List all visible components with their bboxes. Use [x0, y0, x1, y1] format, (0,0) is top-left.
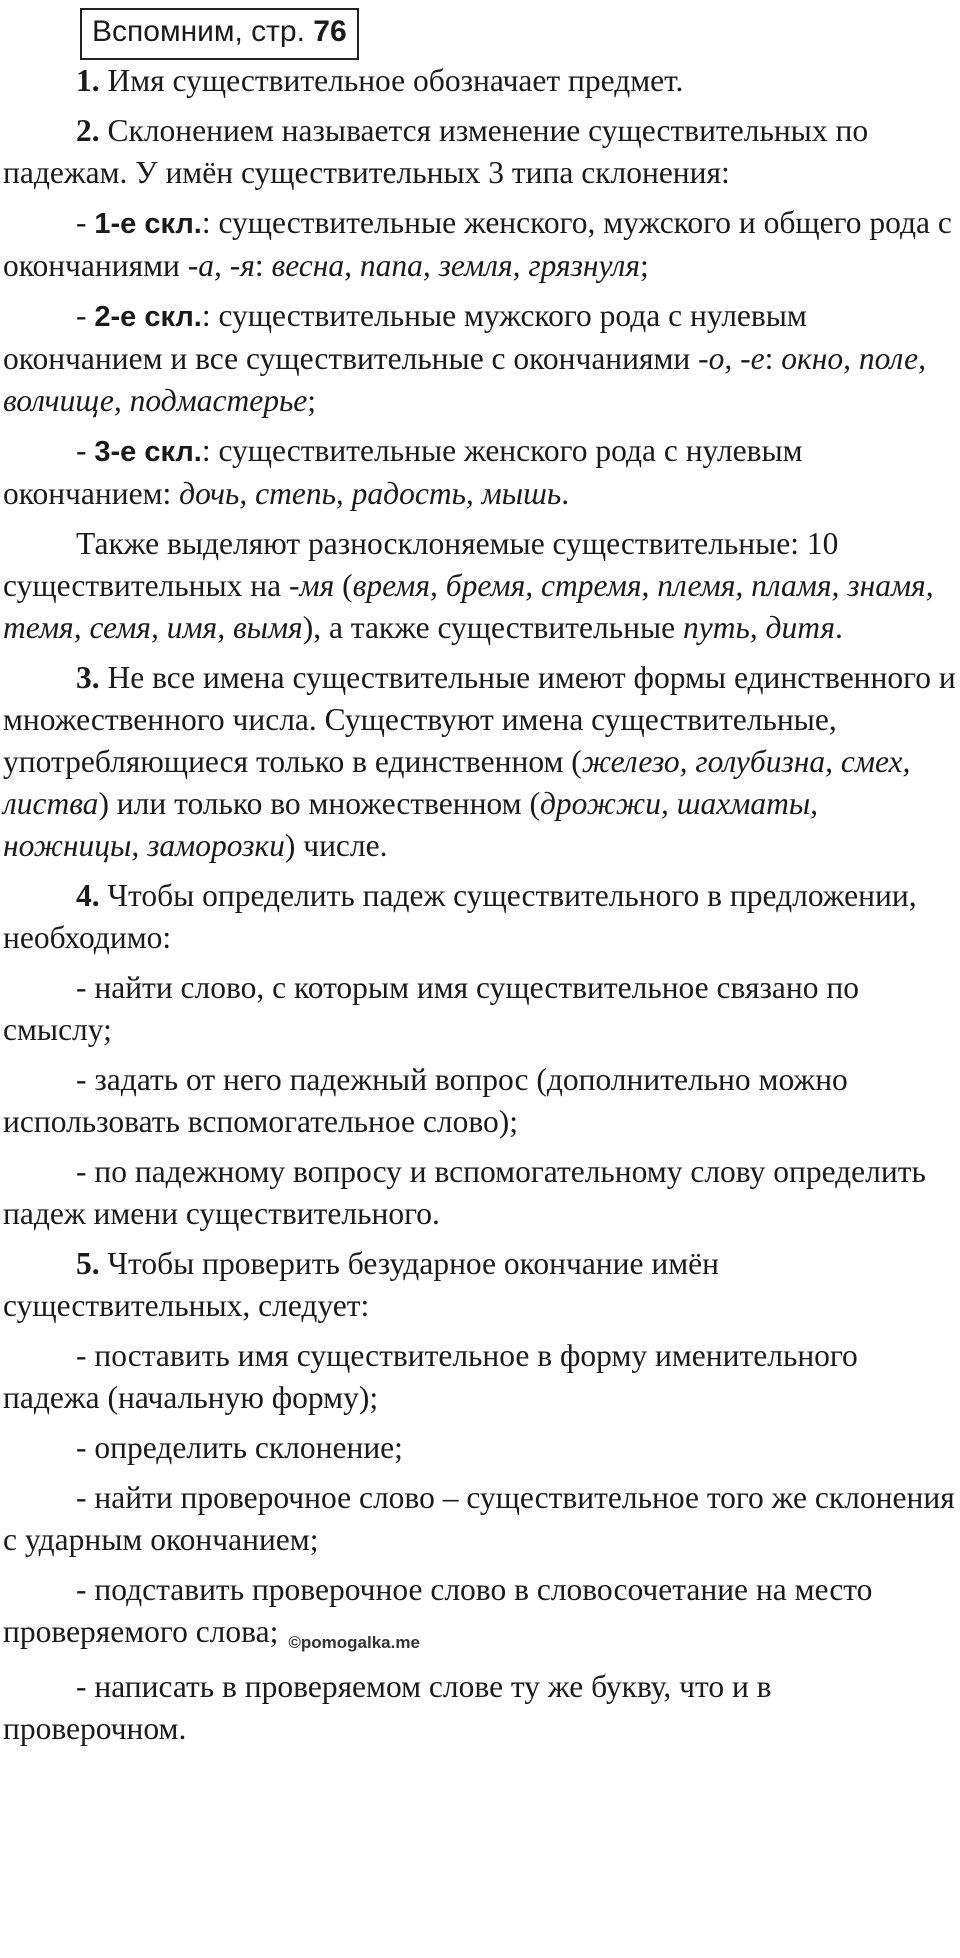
- text-segment: дрожжи, шахматы, ножницы, заморозки: [3, 786, 819, 863]
- text-segment: Склонением называется изменение существительных по падежам. У имён существительных 3 типа склонения:: [3, 113, 869, 190]
- header-label: Вспомним, стр.: [92, 15, 305, 48]
- text-segment: -: [76, 205, 95, 240]
- text-segment: : существительные мужского рода с нулевым окончанием и все существительные с окончаниями: [3, 298, 807, 376]
- text-segment: ) или только во множественном (: [98, 786, 540, 821]
- text-segment: :: [764, 341, 782, 376]
- text-content: [3, 60, 960, 1750]
- text-segment: -: [76, 433, 95, 468]
- text-segment: Чтобы определить падеж существительного в предложении, необходимо:: [3, 878, 917, 955]
- text-segment: дочь, степь, радость, мышь: [179, 476, 562, 511]
- paragraph: [3, 1427, 960, 1469]
- paragraph: [3, 875, 960, 959]
- text-segment: .: [835, 610, 843, 645]
- item-number: 2.: [76, 113, 100, 148]
- paragraph: [3, 295, 960, 422]
- text-segment: : существительные женского рода с нулевым окончанием:: [3, 433, 803, 511]
- paragraph: [3, 967, 960, 1051]
- text-segment: - найти проверочное слово – существительное того же склонения с ударным окончанием;: [3, 1480, 955, 1557]
- paragraph: [3, 1059, 960, 1143]
- paragraph: [3, 1151, 960, 1235]
- paragraph: [3, 1666, 960, 1750]
- text-segment: путь, дитя: [682, 610, 835, 645]
- text-segment: -: [76, 298, 95, 333]
- text-segment: ;: [307, 383, 317, 418]
- watermark: ©pomogalka.me: [288, 1633, 420, 1652]
- item-number: 5.: [76, 1246, 100, 1281]
- text-segment: - написать в проверяемом слове ту же букву, что и в проверочном.: [3, 1669, 772, 1746]
- text-segment: Также выделяют разносклоняемые существительные: 10 существительных на: [3, 526, 839, 603]
- paragraph: [3, 110, 960, 194]
- text-segment: ;: [640, 248, 649, 283]
- paragraph: [3, 1477, 960, 1561]
- text-segment: (: [334, 568, 353, 603]
- text-segment: Имя существительное обозначает предмет.: [99, 63, 684, 98]
- text-segment: время, бремя, стремя, племя, пламя, знамя, темя, семя, имя, вымя: [3, 568, 934, 645]
- section-header: [80, 8, 359, 60]
- item-number: 3.: [76, 660, 100, 695]
- text-segment: Не все имена существительные имеют формы единственного и множественного числа. Существуют имена существительные, употребляющиеся только в единственном (: [3, 660, 956, 779]
- text-segment: -о, -е: [698, 341, 765, 376]
- text-segment: - определить склонение;: [76, 1430, 403, 1465]
- paragraph: [3, 1243, 960, 1327]
- text-segment: железо, голубизна, смех, листва: [3, 744, 911, 821]
- text-segment: весна, папа, земля, грязнуля: [271, 248, 641, 283]
- paragraph: [3, 60, 960, 102]
- text-segment: -а, -я: [187, 248, 255, 283]
- paragraph: [3, 1569, 960, 1658]
- text-segment: :: [254, 248, 272, 283]
- text-segment: -мя: [289, 568, 335, 603]
- text-segment: 3-е скл.: [94, 436, 202, 468]
- text-segment: - подставить проверочное слово в словосочетание на место проверяемого слова;: [3, 1572, 873, 1649]
- text-segment: - найти слово, с которым имя существительное связано по смыслу;: [3, 970, 859, 1047]
- paragraph: [3, 657, 960, 867]
- text-segment: .: [561, 476, 570, 511]
- paragraph: [3, 430, 960, 515]
- text-segment: 1-е скл.: [94, 208, 202, 240]
- text-segment: - задать от него падежный вопрос (дополнительно можно использовать вспомогательное слово);: [3, 1062, 848, 1139]
- text-segment: : существительные женского, мужского и общего рода с окончаниями: [3, 205, 952, 283]
- text-segment: - поставить имя существительное в форму именительного падежа (начальную форму);: [3, 1338, 858, 1415]
- paragraph: [3, 1335, 960, 1419]
- paragraph: [3, 523, 960, 649]
- text-segment: ) числе.: [284, 828, 388, 863]
- item-number: 1.: [76, 63, 100, 98]
- text-segment: - по падежному вопросу и вспомогательному слову определить падеж имени существительного.: [3, 1154, 926, 1231]
- text-segment: ), а также существительные: [302, 610, 683, 645]
- paragraph: [3, 202, 960, 287]
- text-segment: Чтобы проверить безударное окончание имён существительных, следует:: [3, 1246, 719, 1323]
- header-page-number: 76: [313, 15, 347, 48]
- item-number: 4.: [76, 878, 100, 913]
- text-segment: окно, поле, волчище, подмастерье: [3, 341, 926, 418]
- text-segment: 2-е скл.: [94, 301, 202, 333]
